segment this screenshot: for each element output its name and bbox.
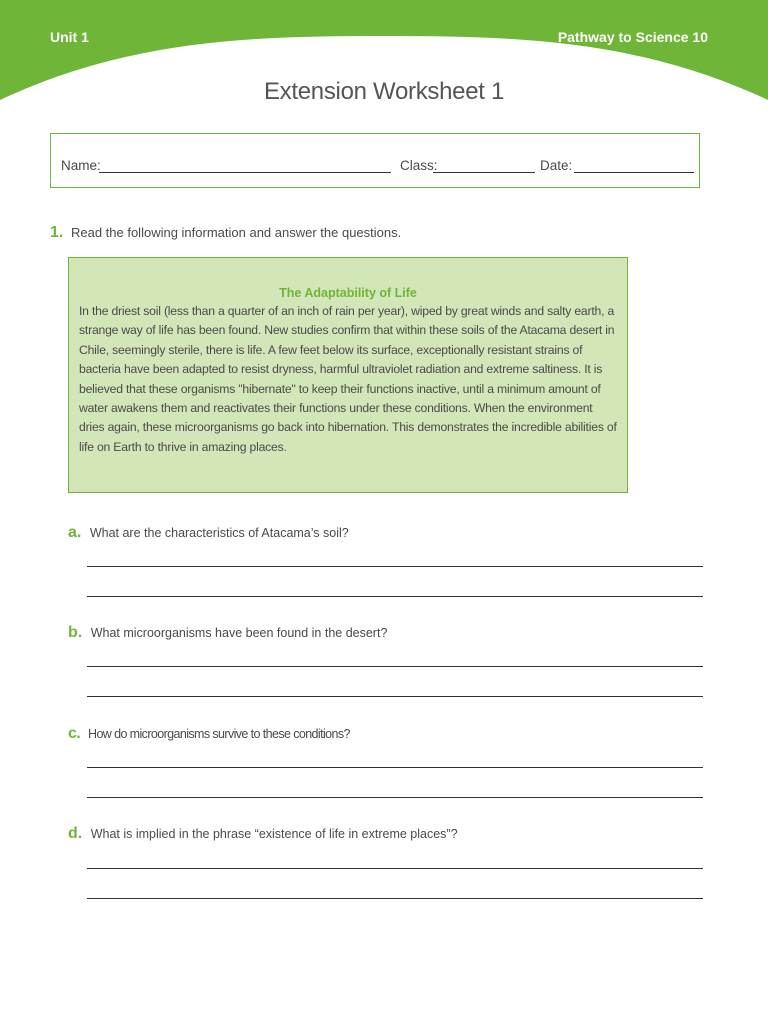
student-info-box <box>50 133 700 188</box>
date-field[interactable] <box>574 172 694 173</box>
answer-line[interactable] <box>87 696 703 697</box>
subquestion-letter: b. <box>68 624 83 641</box>
class-label: Class: <box>400 158 438 173</box>
subquestion-letter: d. <box>68 825 83 842</box>
subquestion-b <box>68 624 387 642</box>
name-field[interactable] <box>99 172 391 173</box>
name-label: Name: <box>61 158 101 173</box>
unit-label: Unit 1 <box>50 29 89 45</box>
subquestion-letter: a. <box>68 524 82 541</box>
question-instruction: Read the following information and answer the questions. <box>70 225 402 240</box>
subquestion-text: How do microorganisms survive to these conditions? <box>88 727 350 741</box>
reading-text: In the driest soil (less than a quarter of an inch of rain per year), wiped by great winds and salty earth, a strange way of life has been found. New studies confirm that within these soils of the Atacama desert in Chile, seemingly sterile, there is life. A few feet below its surface, exceptionally resistant strains of bacteria have been adapted to resist dryness, harmful ultraviolet radiation and extreme saltiness. It is believed that these organisms "hibernate" to keep their functions inactive, until a minimum amount of water awakens them and reactivates their functions under these conditions. When the environment dries again, these microorganisms go back into hibernation. This demonstrates the incredible abilities of life on Earth to thrive in amazing places. <box>79 304 617 454</box>
subquestion-text: What is implied in the phrase “existence of life in extreme places”? <box>90 827 458 841</box>
reading-box <box>68 257 628 493</box>
answer-line[interactable] <box>87 596 703 597</box>
subquestion-c <box>68 725 350 743</box>
answer-line[interactable] <box>87 797 703 798</box>
answer-line[interactable] <box>87 898 703 899</box>
subquestion-text: What microorganisms have been found in the desert? <box>90 626 388 640</box>
reading-title: The Adaptability of Life <box>279 286 417 300</box>
answer-line[interactable] <box>87 666 703 667</box>
subquestion-text: What are the characteristics of Atacama’s soil? <box>89 526 349 540</box>
class-field[interactable] <box>433 172 535 173</box>
question-number: 1. <box>50 224 64 241</box>
answer-line[interactable] <box>87 566 703 567</box>
answer-line[interactable] <box>87 767 703 768</box>
subquestion-letter: c. <box>68 725 81 742</box>
subquestion-d <box>68 825 458 843</box>
subquestion-a <box>68 524 349 542</box>
book-title: Pathway to Science 10 <box>557 29 708 45</box>
date-label: Date: <box>540 158 573 173</box>
answer-line[interactable] <box>87 868 703 869</box>
worksheet-title: Extension Worksheet 1 <box>263 78 505 105</box>
question-1 <box>50 224 401 242</box>
